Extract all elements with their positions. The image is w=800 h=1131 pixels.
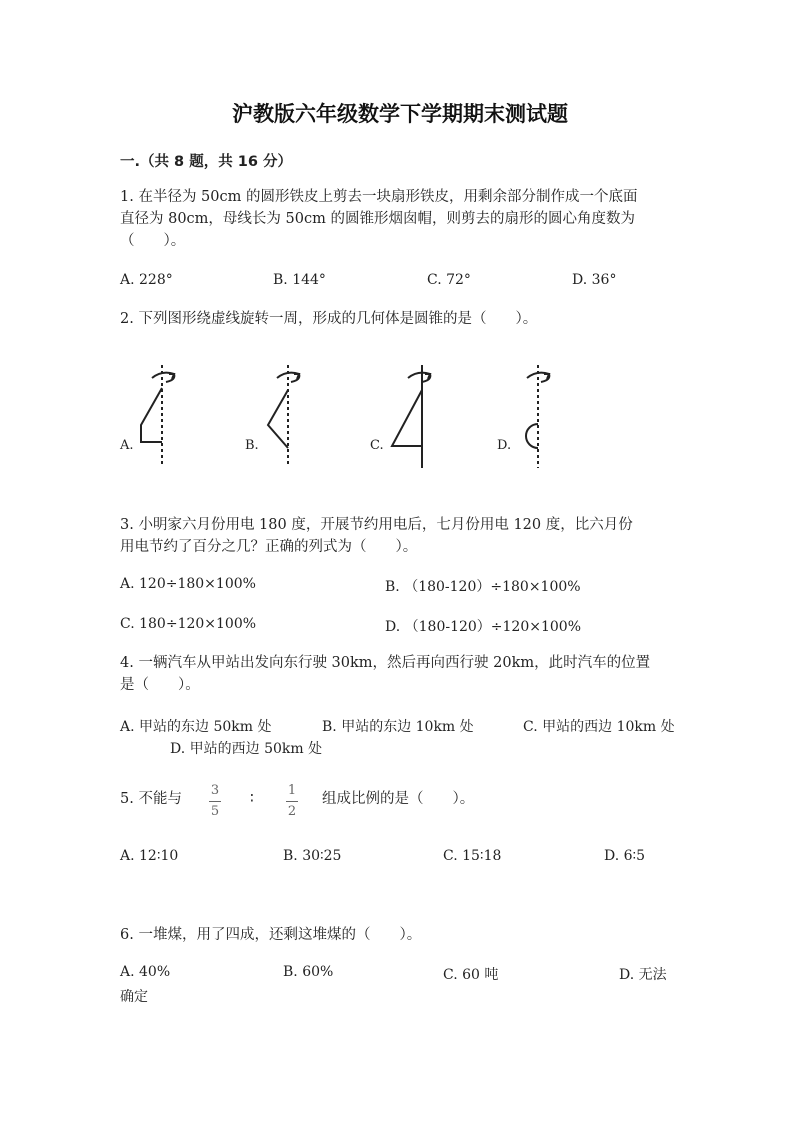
fraction-bar — [209, 801, 221, 802]
q1-option-b: B. 144° — [273, 272, 326, 288]
q5-fraction-1 — [207, 783, 223, 819]
q3-option-d: D. （180-120）÷120×100% — [385, 619, 582, 635]
q6-option-a: A. 40% — [120, 964, 171, 980]
q2-figure-c — [380, 360, 440, 470]
q4-option-c: C. 甲站的西边 10km 处 — [523, 719, 675, 735]
q5-fraction-2-numerator: 1 — [287, 783, 297, 798]
q6-option-d-wrap: 确定 — [120, 989, 148, 1005]
q4-option-b: B. 甲站的东边 10km 处 — [322, 719, 474, 735]
q1-option-a: A. 228° — [120, 272, 173, 288]
q1-line3: （ ）。 — [120, 233, 186, 249]
q3-line2: 用电节约了百分之几？正确的列式为（ ）。 — [120, 539, 418, 555]
q5-fraction-2-denominator: 2 — [287, 804, 297, 819]
page-title: 沪教版六年级数学下学期期末测试题 — [232, 102, 568, 126]
q6-option-c: C. 60 吨 — [443, 967, 499, 983]
fraction-bar — [286, 801, 298, 802]
q2-figure-d — [507, 360, 567, 470]
q5-fraction-1-numerator: 3 — [210, 783, 220, 798]
q2-figure-label-d: D. — [497, 438, 512, 453]
q3-option-a: A. 120÷180×100% — [120, 576, 256, 592]
q5-prefix: 5. 不能与 — [120, 791, 182, 807]
q1-line1: 1. 在半径为 50cm 的圆形铁皮上剪去一块扇形铁皮，用剩余部分制作成一个底面 — [120, 189, 638, 205]
q4-line2: 是（ ）。 — [120, 677, 200, 693]
q6-option-d: D. 无法 — [619, 967, 667, 983]
q2-figure-label-a: A. — [120, 438, 134, 453]
q5-option-b: B. 30∶25 — [283, 848, 342, 864]
q3-line1: 3. 小明家六月份用电 180 度，开展节约用电后，七月份用电 120 度，比六月份 — [120, 517, 633, 533]
q5-colon: ∶ — [250, 791, 254, 807]
q2-figure-b — [255, 360, 315, 470]
q2-figure-label-c: C. — [370, 438, 384, 453]
q2-figure-a — [130, 360, 190, 470]
q1-line2: 直径为 80cm，母线长为 50cm 的圆锥形烟囱帽，则剪去的扇形的圆心角度数为 — [120, 211, 635, 227]
q4-line1: 4. 一辆汽车从甲站出发向东行驶 30km，然后再向西行驶 20km，此时汽车的位置 — [120, 655, 651, 671]
q1-option-d: D. 36° — [572, 272, 617, 288]
q4-option-a: A. 甲站的东边 50km 处 — [120, 719, 272, 735]
q5-suffix: 组成比例的是（ ）。 — [322, 791, 475, 807]
q5-option-d: D. 6∶5 — [604, 848, 646, 864]
q3-option-b: B. （180-120）÷180×100% — [385, 579, 581, 595]
q4-option-d: D. 甲站的西边 50km 处 — [170, 741, 323, 757]
section-heading: 一.（共 8 题，共 16 分） — [120, 154, 292, 170]
q2-figure-label-b: B. — [245, 438, 259, 453]
q6-option-b: B. 60% — [283, 964, 334, 980]
q2-line1: 2. 下列图形绕虚线旋转一周，形成的几何体是圆锥的是（ ）。 — [120, 311, 538, 327]
q5-option-a: A. 12∶10 — [120, 848, 179, 864]
q5-option-c: C. 15∶18 — [443, 848, 502, 864]
q5-fraction-1-denominator: 5 — [210, 804, 220, 819]
q1-option-c: C. 72° — [427, 272, 471, 288]
q6-line1: 6. 一堆煤，用了四成，还剩这堆煤的（ ）。 — [120, 927, 422, 943]
q3-option-c: C. 180÷120×100% — [120, 616, 257, 632]
q5-fraction-2 — [284, 783, 300, 819]
